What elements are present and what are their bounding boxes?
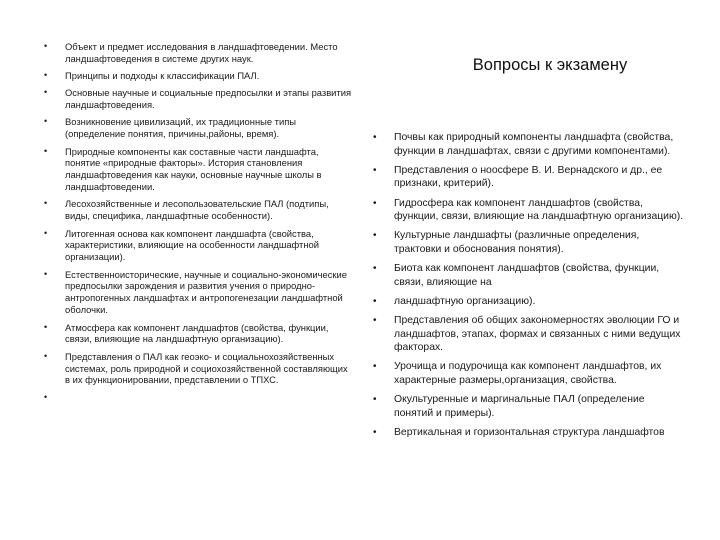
question-text: Основные научные и социальные предпосылки и этапы развития ландшафтоведения.	[65, 87, 352, 111]
question-text: Представления об общих закономерностях эволюции ГО и ландшафтов, этапах, формах и связанных с ними ведущих факторах.	[394, 315, 681, 354]
bullet-icon: •	[44, 350, 48, 361]
bullet-icon: •	[373, 361, 377, 373]
bullet-icon: •	[373, 164, 377, 176]
question-text: Представления о ПАЛ как геоэко- и социальнохозяйственных системах, роль природной и социохозяйственной составляющих в их функционировании, представлении о ТПХС.	[65, 350, 348, 386]
bullet-icon: •	[44, 268, 48, 279]
question-item	[373, 314, 685, 355]
question-item	[44, 351, 352, 387]
question-text: Атмосфера как компонент ландшафтов (свойства, функции, связи, влияющие на ландшафтную организацию).	[65, 321, 329, 345]
question-text: Культурные ландшафты (различные определения, трактовки и обоснования понятия).	[394, 230, 640, 255]
question-item	[44, 228, 352, 264]
question-text: Принципы и подходы к классификации ПАЛ.	[65, 70, 260, 82]
bullet-icon: •	[44, 227, 48, 238]
question-item	[373, 262, 685, 289]
bullet-icon: •	[373, 197, 377, 209]
question-item	[373, 295, 685, 309]
question-item	[44, 41, 352, 65]
question-text: Гидросфера как компонент ландшафтов (свойства, функции, связи, влияющие на ландшафтную организацию).	[394, 197, 684, 223]
bullet-icon: •	[44, 391, 48, 402]
question-item	[44, 70, 352, 82]
question-item	[44, 116, 352, 140]
bullet-icon: •	[373, 263, 377, 275]
question-text: Природные компоненты как составные части ландшафта, понятие «природные факторы». История становления ландшафтоведения как науки, основные научные школы в ландшафтоведении.	[65, 145, 322, 193]
question-text: Литогенная основа как компонент ландшафта (свойства, характеристики, влияющие на особенности ландшафтной организации).	[65, 227, 319, 263]
question-item	[44, 198, 352, 222]
question-text: ландшафтную организацию).	[394, 295, 536, 307]
question-item	[373, 426, 685, 440]
bullet-icon: •	[44, 145, 48, 156]
question-text: Представления о ноосфере В. И. Вернадского и др., ее признаки, критерий).	[394, 164, 663, 190]
bullet-icon: •	[44, 41, 48, 51]
question-item	[44, 87, 352, 111]
question-item	[44, 269, 352, 317]
bullet-icon: •	[373, 427, 377, 439]
question-text: Биота как компонент ландшафтов (свойства, функции, связи, влияющие на	[394, 263, 660, 288]
right-question-column	[373, 131, 685, 445]
left-question-column	[44, 41, 352, 402]
bullet-icon: •	[373, 132, 377, 143]
left-question-list	[44, 41, 352, 402]
question-text: Естественноисторические, научные и социально-экономические предпосылки зарождения и развития учения о природно-антропогенных ландшафтах и антропогенезации ландшафтной оболочки.	[65, 268, 347, 316]
bullet-icon: •	[44, 321, 48, 332]
question-item	[373, 229, 685, 256]
question-item	[373, 164, 685, 191]
slide-title: Вопросы к экзамену	[472, 56, 628, 74]
bullet-icon: •	[373, 295, 377, 307]
bullet-icon: •	[44, 87, 48, 98]
right-question-list	[373, 131, 685, 440]
question-item	[373, 393, 685, 420]
question-item	[44, 322, 352, 346]
question-item	[44, 146, 352, 194]
question-text: Окультуренные и маргинальные ПАЛ (определение понятий и примеры).	[394, 394, 645, 419]
question-text: Вертикальная и горизонтальная структура ландшафтов	[394, 427, 665, 439]
question-text: Лесохозяйственные и лесопользовательские ПАЛ (подтипы, виды, специфика, ландшафтные особенности).	[65, 198, 329, 222]
bullet-icon: •	[373, 394, 377, 406]
question-item	[373, 360, 685, 387]
question-item	[373, 131, 685, 158]
bullet-icon: •	[44, 70, 48, 81]
question-text: Возникновение цивилизаций, их традиционные типы (определение понятия, причины,районы, время).	[65, 116, 297, 140]
bullet-icon: •	[373, 315, 377, 327]
question-text: Объект и предмет исследования в ландшафтоведении. Место ландшафтоведения в системе других наук.	[65, 41, 338, 64]
bullet-icon: •	[373, 230, 377, 242]
question-text: Почвы как природный компоненты ландшафта (свойства, функции в ландшафтах, связи с другими компонентами).	[394, 132, 674, 157]
bullet-icon: •	[44, 116, 48, 127]
question-text: Урочища и подурочища как компонент ландшафтов, их характерные размеры,организация, свойства.	[394, 361, 662, 387]
bullet-icon: •	[44, 198, 48, 209]
question-item	[373, 197, 685, 224]
